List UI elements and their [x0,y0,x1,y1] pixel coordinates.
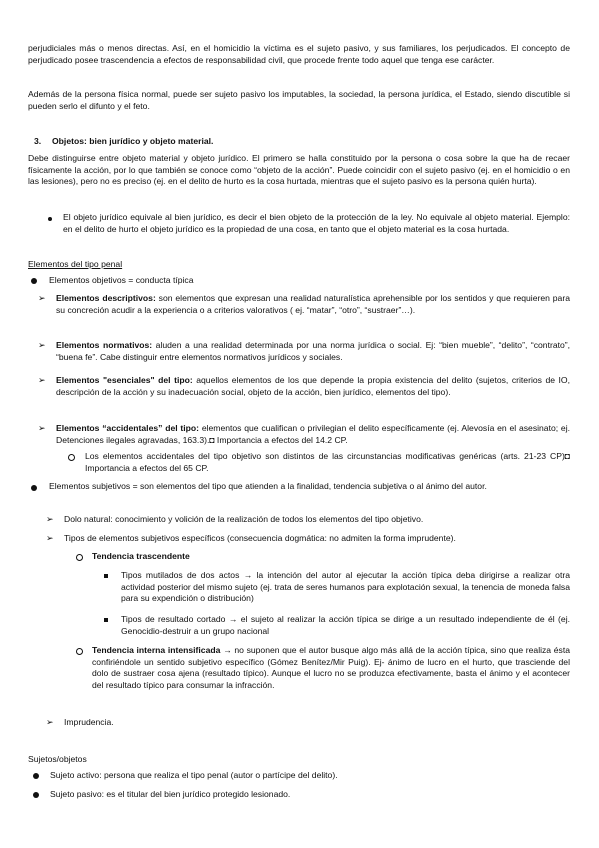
tipos-item: Tipos de elementos subjetivos específicos (consecuencia dogmática: no admiten la forma imprudente). [64,533,456,543]
bullet-dot-icon [31,485,37,491]
arrow-bullet-icon: ➢ [38,375,46,385]
descriptivos-text: son elementos que expresan una realidad naturalística aprehensible por los sentidos y que requieren para su concreción acudir a la experiencia o a criterios valorativos ( ej. “matar”, “otro”, “sustraer”…). [56,293,570,315]
arrow-bullet-icon: ➢ [46,533,54,543]
square-bullet-icon [104,574,108,578]
arrow-bullet-icon: ➢ [38,293,46,303]
normativos-text: aluden a una realidad determinada por una norma jurídica o social. Ej: “bien mueble”, “delito”, “contrato”, “buena fe”. Cabe distinguir entre elementos normativos jurídicos y sociales. [56,340,571,362]
descriptivos-label: Elementos descriptivos: [56,293,156,303]
intensificada-item [92,645,570,691]
accidentales-subitem: Los elementos accidentales del tipo objetivo son distintos de las circunstancias modificativas genéricas (arts. 21-23 CP)◘ Importancia a efectos del 65 CP. [85,451,570,473]
cortado-item: Tipos de resultado cortado → el sujeto al realizar la acción típica se dirige a un resultado independiente de él (ej. Genocidio-destruir a un grupo nacional [121,614,570,636]
section-title: Objetos: bien jurídico y objeto material. [52,136,214,146]
sujeto-activo-item: Sujeto activo: persona que realiza el tipo penal (autor o partícipe del delito). [50,770,338,780]
sujeto-pasivo-item: Sujeto pasivo: es el titular del bien jurídico protegido lesionado. [50,789,291,799]
circle-bullet-icon [76,554,83,561]
section3-paragraph: Debe distinguirse entre objeto material y objeto jurídico. El primero se halla constituido por la persona o cosa sobre la que ha de recaer físicamente la acción, por lo que también se conoce como “objeto de la acción”. Puede coincidir con el sujeto pasivo (ej. en el homicidio o en las lesiones), pero no es preciso (ej. en el delito de hurto es la cosa hurtada, mientras que el sujeto pasivo es la persona quién hurta). [28,153,570,186]
intensificada-label: Tendencia interna intensificada [92,645,221,655]
arrow-bullet-icon: ➢ [38,340,46,350]
intro-paragraph-2: Además de la persona física normal, puede ser sujeto pasivo los imputables, la sociedad, la persona jurídica, el Estado, siendo discutible si pueden serlo el difunto y el feto. [28,89,570,111]
esenciales-text: aquellos elementos de los que depende la propia existencia del delito (sujetos, criterios de IO, descripción de la acción y su inadecuación social, objeto de la acción, bien jurídico, elementos del tipo). [56,375,570,397]
section-number: 3. [34,136,42,146]
circle-bullet-icon [68,454,75,461]
normativos-item [56,340,570,363]
bullet-dot-icon [33,792,39,798]
normativos-label: Elementos normativos: [56,340,153,350]
elementos-objetivos: Elementos objetivos = conducta típica [49,275,194,285]
section3-bullet: El objeto jurídico equivale al bien jurídico, es decir el bien objeto de la protección de la ley. No equivale al objeto material. Ejemplo: en el delito de hurto el objeto jurídico es la propiedad de una cosa, en tanto que el objeto material es la cosa hurtada. [63,212,570,234]
esenciales-label: Elementos "esenciales" del tipo: [56,375,193,385]
accidentales-label: Elementos “accidentales” del tipo: [56,423,200,433]
accidentales-text: elementos que cualifican o privilegian el delito específicamente (ej. Alevosía en el asesinato; ej. Detenciones ilegales agravadas, 163.3).◘ Importancia a efectos del 14.2 CP. [56,423,570,445]
esenciales-item [56,375,570,398]
bullet-dot-icon [31,278,37,284]
intro-paragraph-1: perjudiciales más o menos directas. Así, en el homicidio la víctima es el sujeto pasivo, y sus familiares, los perjudicados. El concepto de perjudicado posee trascendencia a efectos de responsabilidad civil, que procede frente todo aquel que tenga ese carácter. [28,43,570,65]
arrow-bullet-icon: ➢ [46,717,54,727]
dolo-item: Dolo natural: conocimiento y volición de la realización de todos los elementos del tipo objetivo. [64,514,424,524]
sujetos-heading: Sujetos/objetos [28,754,87,764]
mutilados-item: Tipos mutilados de dos actos → la intención del autor al ejecutar la acción típica deba dirigirse a realizar otra actividad posterior del mismo sujeto (ej. trata de seres humanos para explotación sexual, la tenencia de moneda falsa para su expendición o distribución) [121,570,570,603]
square-bullet-icon [104,618,108,622]
arrow-bullet-icon: ➢ [38,423,46,433]
bullet-dot-icon [48,217,52,221]
intensificada-text: → no suponen que el autor busque algo más allá de la acción típica, sino que realiza ésta confiriéndole un sentido subjetivo específico (Gómez Benítez/Mir Puig). Ej- ánimo de lucro en el hurto, que trasciende del dolo de sustraer cosa ajena (resultado típico). Aunque el lucro no se produzca efectivamente, basta el ánimo y el acontecer del resultado típico para consumar la infracción. [92,645,571,690]
imprudencia-item: Imprudencia. [64,717,114,727]
descriptivos-item [56,293,570,316]
arrow-bullet-icon: ➢ [46,514,54,524]
elementos-heading: Elementos del tipo penal [28,259,123,269]
accidentales-item [56,423,570,446]
circle-bullet-icon [76,648,83,655]
bullet-dot-icon [33,773,39,779]
trascendente-item: Tendencia trascendente [92,551,190,561]
elementos-subjetivos: Elementos subjetivos = son elementos del tipo que atienden a la finalidad, tendencia subjetiva o al ánimo del autor. [49,481,487,491]
